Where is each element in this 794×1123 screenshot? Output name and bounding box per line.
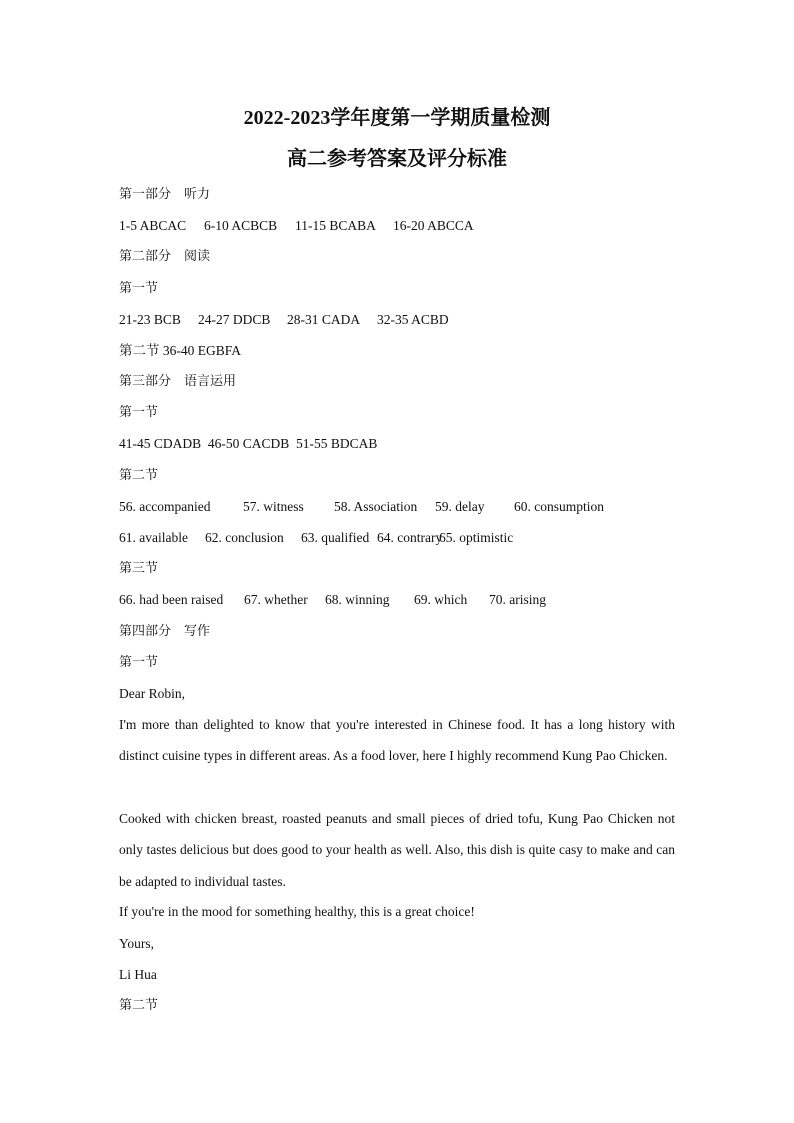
letter-closing: Yours,	[119, 936, 155, 951]
letter-paragraph-1: I'm more than delighted to know that you're interested in Chinese food. It has a long history with distinct cuisine types in different areas. As a food lover, here I highly recommend Kung Pao Chicken.	[119, 717, 675, 764]
answer-item: 67. whether	[244, 592, 308, 607]
answer-item: 66. had been raised	[119, 592, 224, 607]
answer-item: 69. which	[414, 592, 468, 607]
letter-greeting: Dear Robin,	[119, 686, 185, 701]
answer-group: 1-5 ABCAC	[119, 218, 187, 233]
part2-section2-line: 第二节 36-40 EGBFA	[119, 343, 242, 358]
answer-group: 6-10 ACBCB	[204, 218, 278, 233]
answer-item: 68. winning	[325, 592, 390, 607]
answer-item: 59. delay	[435, 499, 485, 514]
answer-group: 21-23 BCB	[119, 312, 181, 327]
answer-item: 60. consumption	[514, 499, 604, 514]
part4-section1-heading: 第一节	[119, 655, 159, 670]
part3-heading: 第三部分 语言运用	[119, 374, 237, 389]
answer-group: 16-20 ABCCA	[393, 218, 474, 233]
answer-item: 62. conclusion	[205, 530, 284, 545]
answer-item: 70. arising	[489, 592, 546, 607]
answer-item: 61. available	[119, 530, 188, 545]
answer-item: 56. accompanied	[119, 499, 211, 514]
answer-item: 64. contrary	[377, 530, 443, 545]
answer-item: 58. Association	[334, 499, 418, 514]
part4-heading: 第四部分 写作	[119, 624, 211, 639]
answer-group: 24-27 DDCB	[198, 312, 271, 327]
document-subtitle: 高二参考答案及评分标准	[287, 148, 507, 170]
part1-heading: 第一部分 听力	[119, 187, 211, 202]
part3-section2-heading: 第二节	[119, 468, 159, 483]
part3-section3-heading: 第三节	[119, 561, 159, 576]
answer-group: 32-35 ACBD	[377, 312, 449, 327]
answer-group: 11-15 BCABA	[295, 218, 376, 233]
part2-section1-heading: 第一节	[119, 281, 159, 296]
letter-paragraph-2: Cooked with chicken breast, roasted peanuts and small pieces of dried tofu, Kung Pao Chicken not only tastes delicious but does good to your health as well. Also, this dish is quite casy to make and can be adapted to individual tastes.	[119, 811, 675, 889]
part4-section2-heading: 第二节	[119, 998, 159, 1013]
document-title: 2022-2023学年度第一学期质量检测	[243, 107, 551, 129]
answer-group: 28-31 CADA	[287, 312, 361, 327]
answer-item: 65. optimistic	[439, 530, 514, 545]
answer-item: 63. qualified	[301, 530, 370, 545]
letter-paragraph-3: If you're in the mood for something healthy, this is a great choice!	[119, 904, 475, 919]
letter-signature: Li Hua	[119, 967, 157, 982]
part3-section1-heading: 第一节	[119, 405, 159, 420]
part2-heading: 第二部分 阅读	[119, 249, 211, 264]
answer-item: 57. witness	[243, 499, 304, 514]
part3-section1-answers: 41-45 CDADB 46-50 CACDB 51-55 BDCAB	[119, 436, 378, 451]
